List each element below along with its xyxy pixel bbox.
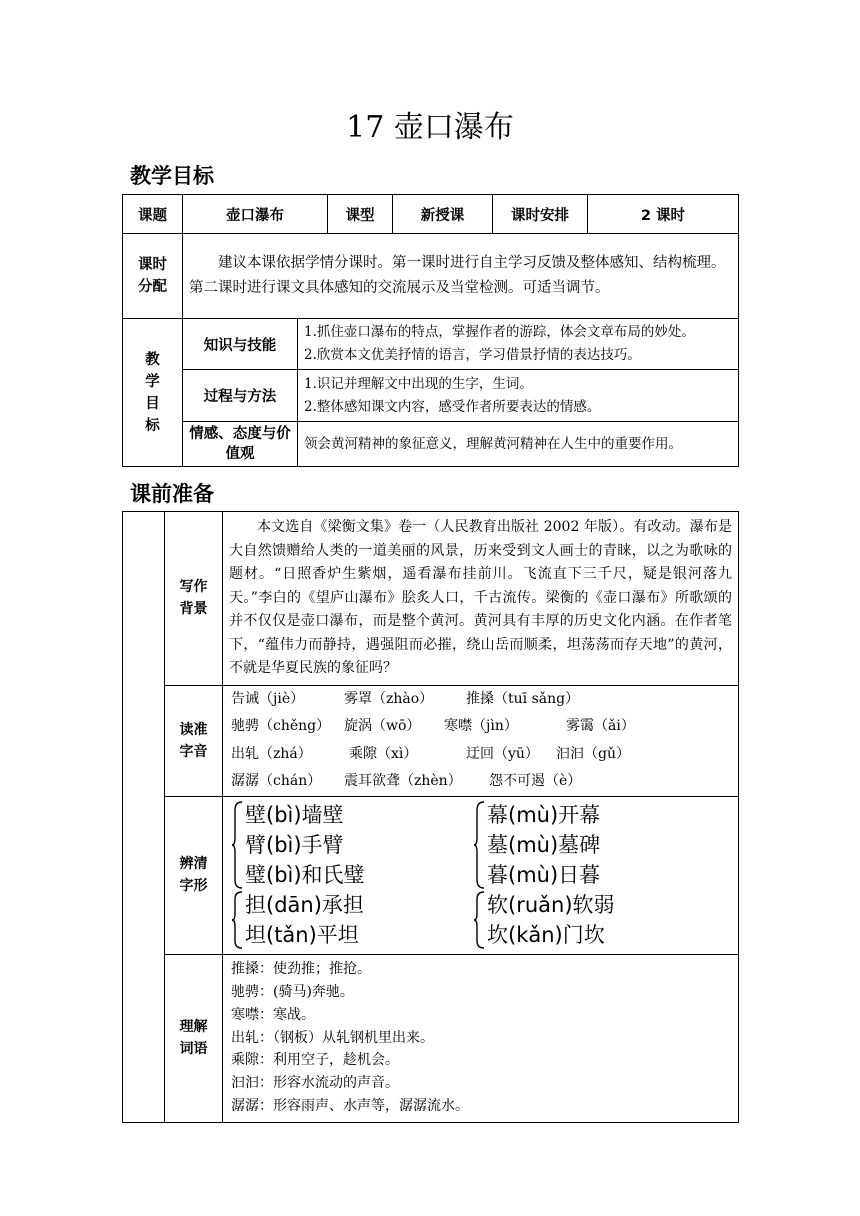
pronunciation-item: 雾罩（zhào） [344, 690, 434, 707]
pronunciation-row [223, 686, 738, 714]
char-entry: 璧(bì)和氏璧 [245, 863, 365, 887]
type-value: 新授课 [393, 195, 493, 234]
char-entry: 软(ruǎn)软弱 [487, 893, 615, 917]
vocab-item: 寒噤：寒战。 [231, 1006, 315, 1023]
lesson-value: 壶口瀑布 [183, 195, 328, 234]
char-group-4 [473, 890, 615, 950]
pronunciation-item: 乘隙（xì） [349, 745, 418, 762]
brace-icon [473, 800, 485, 890]
pronunciation-item: 震耳欲聋（zhèn） [344, 773, 462, 789]
pronunciation-item: 潺潺（chán） [231, 773, 322, 789]
pronunciation-item: 告诫（jiè） [231, 690, 305, 707]
brace-icon [231, 890, 243, 950]
objective-text-knowledge: 1.抓住壶口瀑布的特点，掌握作者的游踪，体会文章布局的妙处。 2.欣赏本文优美抒情的语言，学习借景抒情的表达技巧。 [298, 319, 739, 370]
section-heading-prep: 课前准备 [130, 482, 214, 506]
objective-label-knowledge: 知识与技能 [183, 319, 298, 370]
pronunciation-item: 驰骋（chěng） [231, 718, 331, 734]
goals-table [122, 194, 739, 467]
vocab-item: 驰骋：(骑马)奔驰。 [231, 984, 354, 1000]
pronunciation-row [223, 741, 738, 769]
brace-icon [473, 890, 485, 950]
vocab-item: 出轧：（钢板）从轧钢机里出来。 [231, 1029, 434, 1046]
char-entry: 坎(kǎn)门坎 [487, 923, 605, 947]
allocation-label: 课时 分配 [123, 234, 183, 319]
char-entry: 臂(bì)手臂 [245, 833, 344, 857]
characters-label: 辨清 字形 [165, 796, 223, 954]
char-entry: 坦(tǎn)平坦 [245, 923, 359, 947]
schedule-label: 课时安排 [493, 195, 588, 234]
char-entry: 担(dān)承担 [245, 893, 364, 917]
pronunciation-label: 读准 字音 [165, 685, 223, 796]
vocab-item: 推搡：使劲推；推抢。 [231, 961, 371, 978]
objective-text-process: 1.识记并理解文中出现的生字，生词。 2.整体感知课文内容，感受作者所要表达的情感。 [298, 370, 739, 422]
pronunciation-item: 寒噤（jìn） [444, 718, 518, 734]
vocab-item: 潺潺：形容雨声、水声等，潺潺流水。 [231, 1097, 469, 1114]
pronunciation-item: 迂回（yū） [466, 745, 539, 762]
allocation-text: 建议本课依据学情分课时。第一课时进行自主学习反馈及整体感知、结构梳理。第二课时进行课文具体感知的交流展示及当堂检测。可适当调节。 [183, 234, 739, 319]
char-group-1 [231, 800, 365, 890]
pronunciation-item: 怨不可遏（è） [489, 773, 582, 789]
vocab-item: 汩汩：形容水流动的声音。 [231, 1075, 399, 1092]
type-label: 课型 [328, 195, 393, 234]
pronunciation-item: 汩汩（gǔ） [556, 745, 630, 762]
section-heading-goals: 教学目标 [130, 164, 214, 188]
pronunciation-list [223, 685, 739, 796]
objective-label-process: 过程与方法 [183, 370, 298, 422]
pronunciation-item: 旋涡（wō） [344, 718, 421, 734]
background-text: 本文选自《梁衡文集》卷一（人民教育出版社 2002 年版）。有改动。瀑布是大自然馈赠给人类的一道美丽的风景，历来受到文人画士的青睐，以之为歌咏的题材。“日照香炉生紫烟，遥看瀑布挂前川。飞流直下三千尺，疑是银河落九天。”李白的《望庐山瀑布》脍炙人口，千古流传。梁衡的《壶口瀑布》所歌颂的并不仅仅是壶口瀑布，而是整个黄河。黄河具有丰厚的历史文化内涵。在作者笔下，“蕴伟力而静持，遇强阻而必摧，绕山岳而顺柔，坦荡荡而存天地”的黄河，不就是华夏民族的象征吗？ [223, 512, 739, 686]
pronunciation-item: 推搡（tuī sǎng） [466, 690, 580, 707]
vocabulary-list [223, 954, 739, 1122]
lesson-label: 课题 [123, 195, 183, 234]
vocab-item: 乘隙：利用空子，趁机会。 [231, 1052, 399, 1069]
characters-grid [223, 798, 738, 952]
prep-spacer-column [123, 512, 165, 1123]
pronunciation-item: 出轧（zhá） [231, 745, 312, 762]
prep-table [122, 511, 739, 1123]
page-title: 17 壶口瀑布 [346, 110, 514, 145]
objective-text-emotion: 领会黄河精神的象征意义，理解黄河精神在人生中的重要作用。 [298, 422, 739, 467]
char-entry: 暮(mù)日暮 [487, 863, 601, 887]
char-entry: 壁(bì)墙壁 [245, 803, 344, 827]
char-group-2 [473, 800, 600, 890]
vocabulary-label: 理解 词语 [165, 954, 223, 1122]
background-label: 写作 背景 [165, 512, 223, 686]
char-entry: 墓(mù)墓碑 [487, 833, 601, 857]
char-group-3 [231, 890, 364, 950]
characters-cell [223, 796, 739, 954]
pronunciation-row [223, 768, 738, 796]
pronunciation-item: 雾霭（ǎi） [566, 718, 635, 734]
objectives-label: 教 学 目 标 [123, 319, 183, 467]
brace-icon [231, 800, 243, 890]
pronunciation-row [223, 713, 738, 741]
schedule-value: 2 课时 [588, 195, 739, 234]
char-entry: 幕(mù)开幕 [487, 803, 601, 827]
objective-label-emotion: 情感、态度与价值观 [183, 422, 298, 467]
